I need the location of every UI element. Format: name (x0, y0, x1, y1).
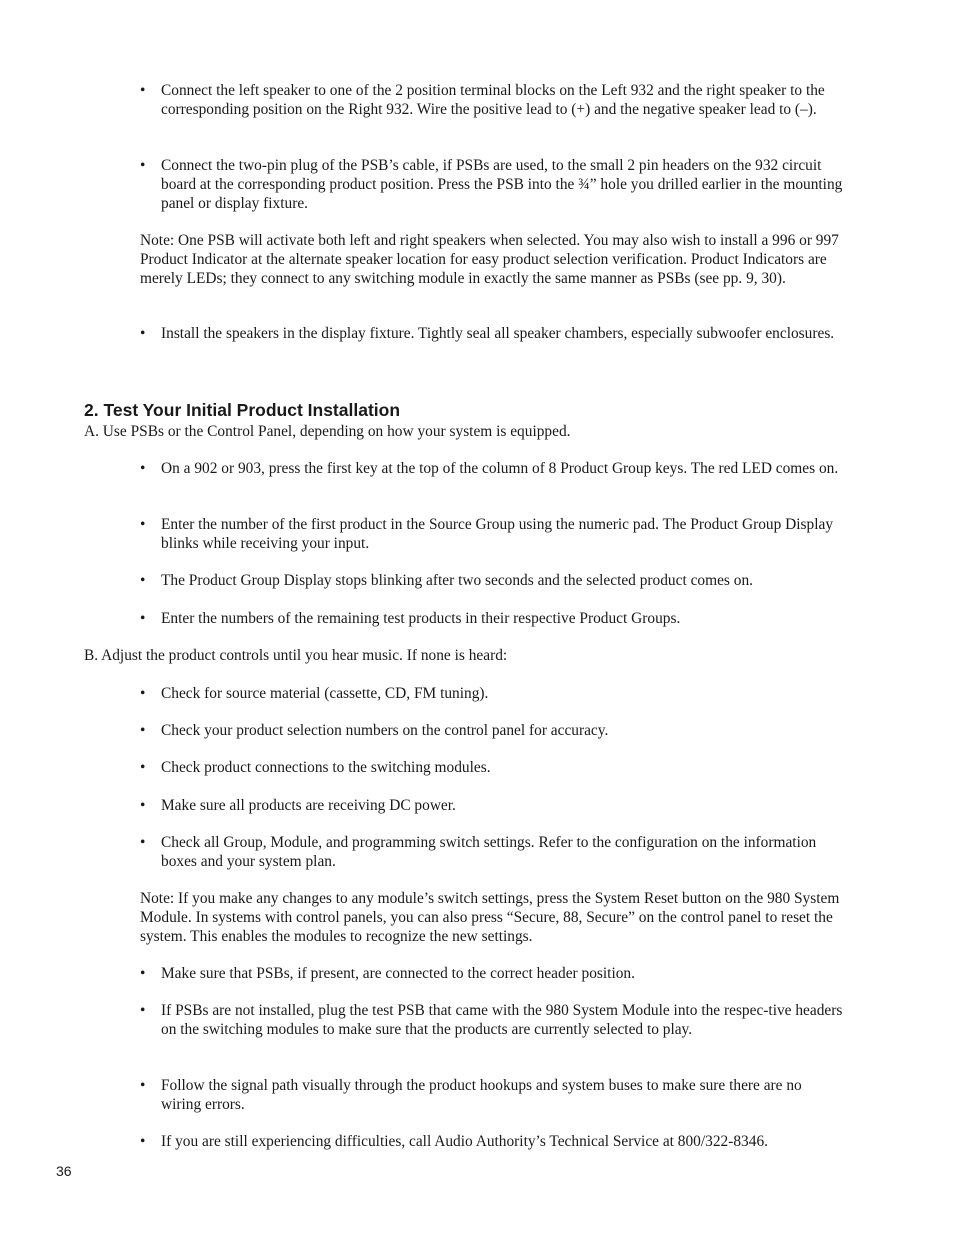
step-a-text: A. Use PSBs or the Control Panel, depending on how your system is equipped. (84, 423, 571, 440)
bullet-text: Follow the signal path visually through the product hookups and system buses to make sure there are no wiring errors. (161, 1077, 802, 1113)
bullet-icon: • (140, 685, 146, 702)
step-b-text: B. Adjust the product controls until you hear music. If none is heard: (84, 647, 508, 664)
list-item (140, 1076, 845, 1114)
section-heading: 2. Test Your Initial Product Installation (84, 400, 401, 420)
list-item (140, 758, 845, 777)
page-number: 36 (56, 1163, 72, 1179)
bullet-icon: • (140, 722, 146, 739)
list-item (140, 833, 845, 871)
bullet-icon: • (140, 1133, 146, 1150)
bullet-icon: • (140, 460, 146, 477)
list-item (140, 1132, 845, 1151)
bullet-text: Check product connections to the switching modules. (161, 759, 491, 776)
bullet-icon: • (140, 759, 146, 776)
bullet-text: Enter the numbers of the remaining test products in their respective Product Groups. (161, 610, 681, 627)
bullet-text: If you are still experiencing difficulties, call Audio Authority’s Technical Service at 800/322-8346. (161, 1133, 768, 1150)
bullet-text: Check all Group, Module, and programming switch settings. Refer to the configuration on the information boxes and your system plan. (161, 834, 817, 870)
list-item (140, 796, 845, 815)
note-paragraph: Note: If you make any changes to any module’s switch settings, press the System Reset button on the 980 System Module. In systems with control panels, you can also press “Secure, 88, Secure” on the control panel to reset the system. This enables the modules to recognize the new settings. (140, 890, 840, 945)
bullet-icon: • (140, 1002, 146, 1019)
list-item (140, 515, 845, 553)
bullet-icon: • (140, 157, 146, 174)
bullet-icon: • (140, 516, 146, 533)
list-item (140, 721, 845, 740)
list-item (140, 964, 845, 983)
bullet-text: On a 902 or 903, press the first key at the top of the column of 8 Product Group keys. The red LED comes on. (161, 460, 839, 477)
bullet-text: Make sure that PSBs, if present, are connected to the correct header position. (161, 965, 635, 982)
bullet-icon: • (140, 82, 146, 99)
bullet-icon: • (140, 965, 146, 982)
list-item (140, 156, 845, 213)
bullet-text: Check your product selection numbers on the control panel for accuracy. (161, 722, 609, 739)
list-item (140, 81, 845, 119)
bullet-icon: • (140, 834, 146, 851)
list-item (140, 1001, 845, 1039)
list-item (140, 684, 845, 703)
bullet-text: Connect the two-pin plug of the PSB’s cable, if PSBs are used, to the small 2 pin headers on the 932 circuit board at the corresponding product position. Press the PSB into the ¾” hole you drilled earlier in the mounting panel or display fixture. (161, 157, 843, 212)
bullet-text: Connect the left speaker to one of the 2 position terminal blocks on the Left 932 and the right speaker to the corresponding position on the Right 932. Wire the positive lead to (+) and the negative speaker lead to (–). (161, 82, 825, 118)
bullet-icon: • (140, 1077, 146, 1094)
bullet-icon: • (140, 610, 146, 627)
bullet-icon: • (140, 572, 146, 589)
bullet-text: Check for source material (cassette, CD, FM tuning). (161, 685, 489, 702)
bullet-icon: • (140, 325, 146, 342)
list-item (140, 324, 845, 343)
bullet-text: Enter the number of the first product in the Source Group using the numeric pad. The Product Group Display blinks while receiving your input. (161, 516, 834, 552)
list-item (140, 571, 845, 590)
list-item (140, 609, 845, 628)
bullet-text: The Product Group Display stops blinking after two seconds and the selected product comes on. (161, 572, 753, 589)
bullet-icon: • (140, 797, 146, 814)
bullet-text: Make sure all products are receiving DC power. (161, 797, 456, 814)
bullet-text: If PSBs are not installed, plug the test PSB that came with the 980 System Module into the respec-tive headers on the switching modules to make sure that the products are currently selected to play. (161, 1002, 843, 1038)
note-paragraph: Note: One PSB will activate both left and right speakers when selected. You may also wish to install a 996 or 997 Product Indicator at the alternate speaker location for easy product selection verification. Product Indicators are merely LEDs; they connect to any switching module in exactly the same manner as PSBs (see pp. 9, 30). (140, 232, 839, 287)
list-item (140, 459, 845, 478)
bullet-text: Install the speakers in the display fixture. Tightly seal all speaker chambers, especially subwoofer enclosures. (161, 325, 835, 342)
